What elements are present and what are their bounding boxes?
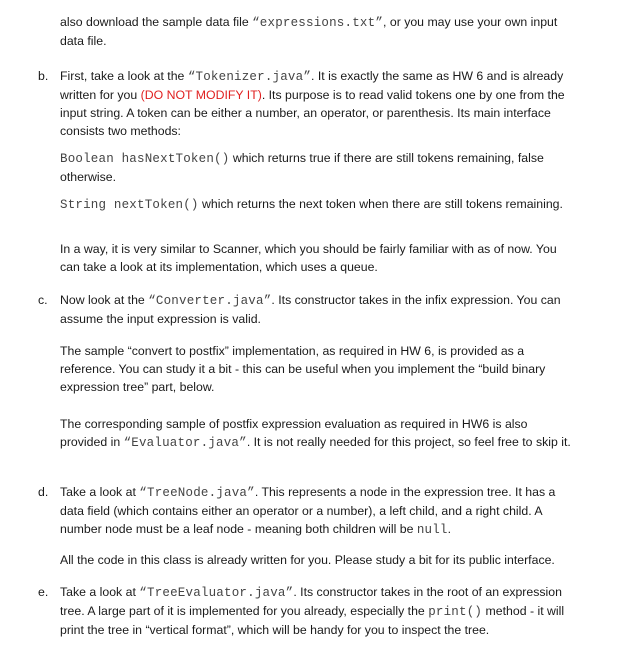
intro-code: “expressions.txt” bbox=[252, 16, 384, 30]
item-d-paragraph bbox=[60, 483, 572, 539]
item-e-text: Take a look at bbox=[60, 585, 140, 599]
item-d-code: “TreeNode.java” bbox=[139, 486, 255, 500]
item-c-text-p2: The sample “convert to postfix” implementation, as required in HW 6, is provided as a reference. You can study it a bit - this can be useful when you implement the “build binary expression tree” part, below. bbox=[60, 344, 546, 394]
item-b-code: “Tokenizer.java” bbox=[187, 70, 312, 84]
item-c-text: Now look at the bbox=[60, 293, 149, 307]
item-e-code-print: print() bbox=[428, 605, 483, 619]
item-e-text-3: method - it will print the tree in “vertical format”, which will be handy for you to inspect the tree. bbox=[60, 604, 565, 637]
item-d-text-p2: All the code in this class is already written for you. Please study a bit for its public interface. bbox=[60, 553, 555, 567]
intro-text-2: , or you may use your own input data file. bbox=[60, 15, 558, 48]
item-d-code-null: null bbox=[416, 523, 448, 537]
item-b-text-3: . Its purpose is to read valid tokens one by one from the input string. A token can be either a number, an operator, or parenthesis. Its main interface consists two methods: bbox=[60, 88, 565, 138]
item-b-text-2: . It is exactly the same as HW 6 and is already written for you bbox=[60, 69, 564, 102]
method-code: Boolean hasNextToken() bbox=[60, 152, 230, 166]
list-marker-e: e. bbox=[38, 585, 49, 599]
item-c-text-p3: The corresponding sample of postfix expression evaluation as required in HW6 is also provided in bbox=[60, 417, 528, 449]
item-c-paragraph-3 bbox=[60, 415, 572, 452]
note-text: In a way, it is very similar to Scanner, which you should be fairly familiar with as of now. You can take a look at its implementation, which uses a queue. bbox=[60, 242, 557, 274]
method-desc: which returns true if there are still tokens remaining, false otherwise. bbox=[60, 151, 544, 184]
do-not-modify-warning: (DO NOT MODIFY IT) bbox=[140, 88, 262, 102]
item-e-code: “TreeEvaluator.java” bbox=[139, 586, 294, 600]
item-b-note bbox=[60, 240, 572, 276]
item-b-text: First, take a look at the bbox=[60, 69, 188, 83]
item-e-paragraph bbox=[60, 583, 572, 639]
item-d-text-2: . This represents a node in the expression tree. It has a data field (which contains either an operator or a number), a left child, and a right child. A number node must be a leaf node - meaning both children will be bbox=[60, 485, 556, 536]
method-next-token bbox=[60, 195, 572, 214]
item-d-text: Take a look at bbox=[60, 485, 140, 499]
item-c-text-2: . Its constructor takes in the infix expression. You can assume the input expression is valid. bbox=[60, 293, 561, 326]
method-has-next-token bbox=[60, 149, 572, 186]
method-desc: which returns the next token when there are still tokens remaining. bbox=[198, 197, 563, 211]
item-c-code-2: “Evaluator.java” bbox=[123, 436, 247, 450]
method-code: String nextToken() bbox=[60, 198, 199, 212]
list-marker-d: d. bbox=[38, 485, 49, 499]
item-e-text-2: . Its constructor takes in the root of an expression tree. A large part of it is implemented for you already, especially the bbox=[60, 585, 562, 618]
list-marker-c: c. bbox=[38, 293, 48, 307]
item-d-text-3: . bbox=[447, 522, 452, 536]
item-c-code: “Converter.java” bbox=[148, 294, 272, 308]
item-c-paragraph bbox=[60, 291, 572, 328]
list-marker-b: b. bbox=[38, 69, 49, 83]
item-d-paragraph-2 bbox=[60, 551, 572, 569]
item-c-paragraph-2 bbox=[60, 342, 572, 396]
item-b-paragraph bbox=[60, 67, 572, 140]
intro-paragraph bbox=[60, 13, 572, 50]
item-c-text-p3-2: . It is not really needed for this project, so feel free to skip it. bbox=[246, 435, 571, 449]
intro-text: also download the sample data file bbox=[60, 15, 253, 29]
